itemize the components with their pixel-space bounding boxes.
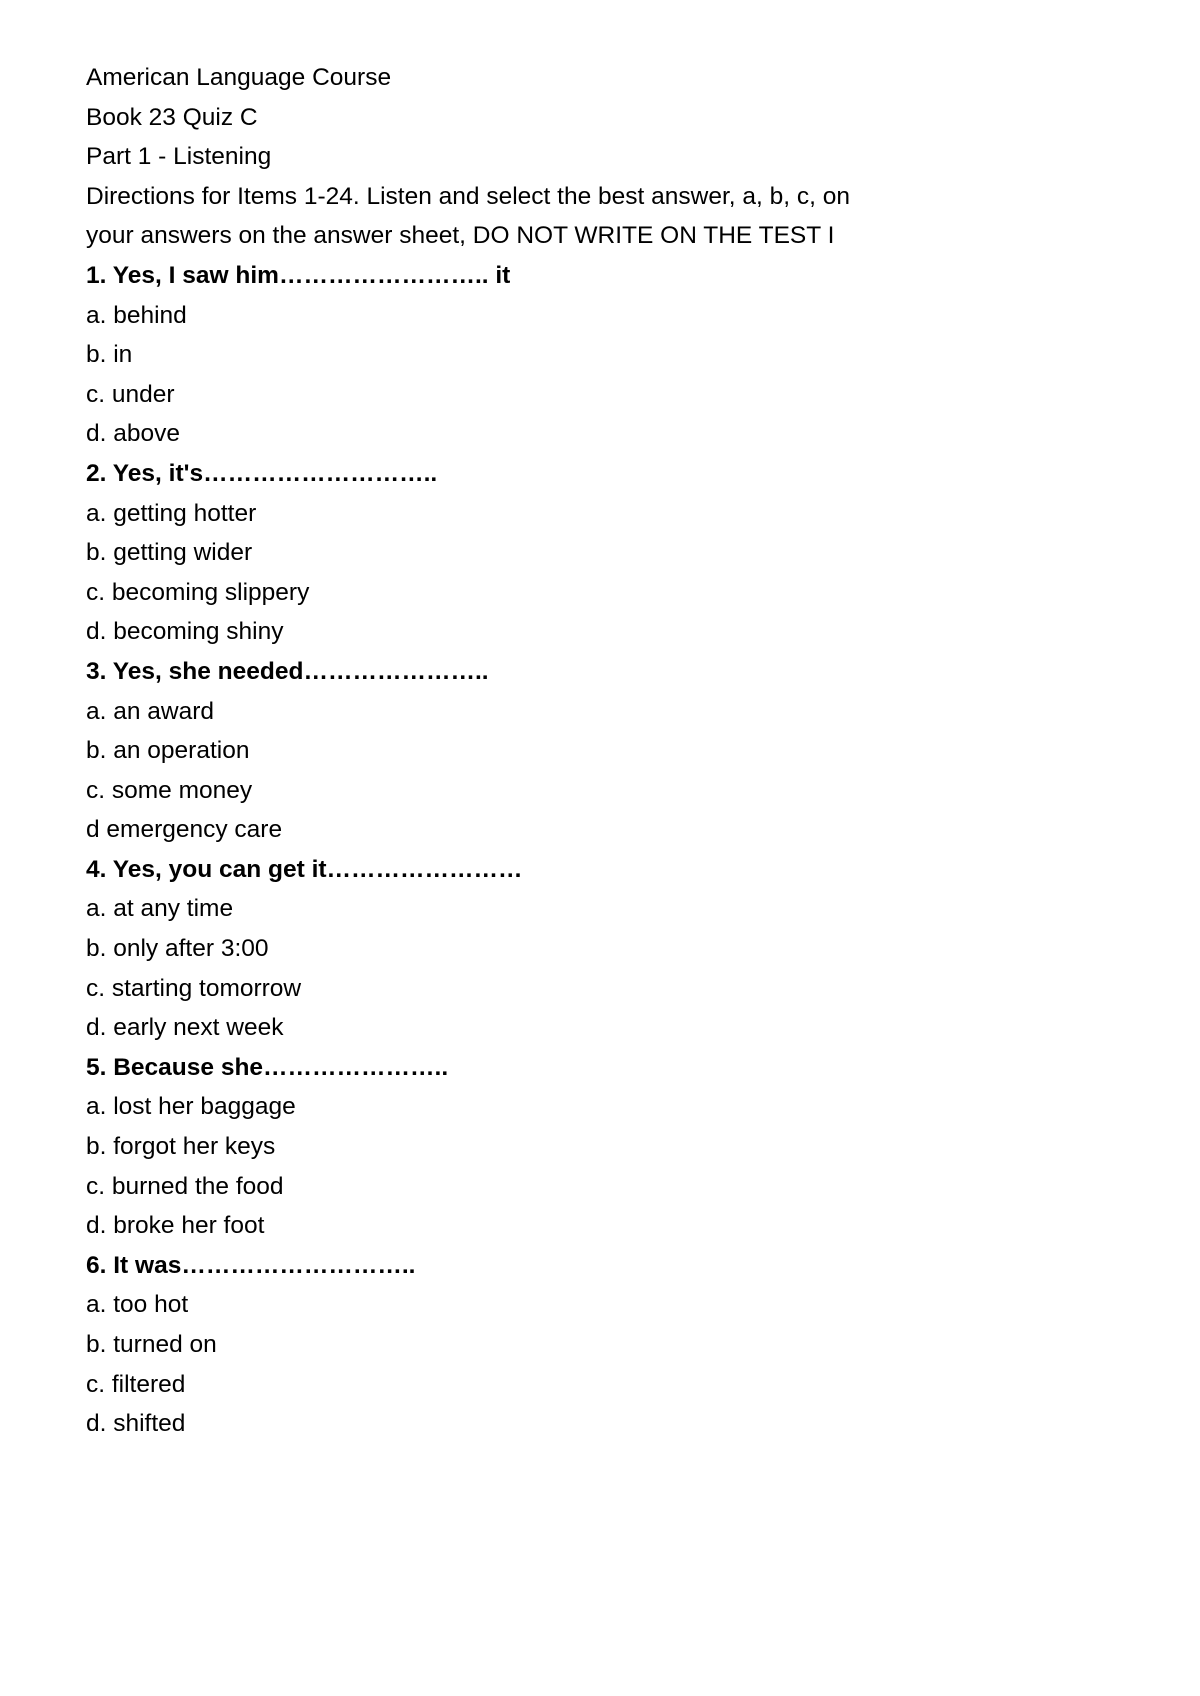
answer-option: c. some money bbox=[86, 776, 253, 804]
directions-line-1: Directions for Items 1-24. Listen and select the best answer, a, b, c, on bbox=[86, 182, 850, 210]
answer-option: b. forgot her keys bbox=[86, 1133, 276, 1161]
answer-option: c. under bbox=[86, 380, 175, 408]
answer-option: a. lost her baggage bbox=[86, 1093, 296, 1121]
question-1 bbox=[86, 256, 1146, 454]
answer-option: d emergency care bbox=[86, 816, 283, 844]
question-4 bbox=[86, 850, 1146, 1048]
answer-option: d. broke her foot bbox=[86, 1212, 265, 1240]
answer-option: c. becoming slippery bbox=[86, 578, 310, 606]
answer-option: d. above bbox=[86, 420, 180, 448]
answer-option: b. only after 3:00 bbox=[86, 935, 269, 963]
answer-option: b. an operation bbox=[86, 737, 250, 765]
answer-option: b. in bbox=[86, 341, 133, 369]
answer-option: d. early next week bbox=[86, 1014, 284, 1042]
answer-option: d. becoming shiny bbox=[86, 618, 284, 646]
quiz-page bbox=[86, 58, 1146, 1444]
answer-option: a. behind bbox=[86, 301, 187, 329]
question-5 bbox=[86, 1048, 1146, 1246]
answer-option: a. getting hotter bbox=[86, 499, 257, 527]
answer-option: b. getting wider bbox=[86, 539, 253, 567]
answer-option: b. turned on bbox=[86, 1331, 217, 1358]
part-title: Part 1 - Listening bbox=[86, 143, 272, 171]
question-prompt: 2. Yes, it's……………………….. bbox=[86, 459, 438, 487]
question-prompt: 6. It was……………………….. bbox=[86, 1251, 416, 1279]
question-prompt: 1. Yes, I saw him…………………….. it bbox=[86, 261, 511, 289]
question-prompt: 4. Yes, you can get it…………………… bbox=[86, 855, 523, 883]
answer-option: a. too hot bbox=[86, 1291, 189, 1319]
directions-line-2: your answers on the answer sheet, DO NOT WRITE ON THE TEST I bbox=[86, 222, 835, 250]
question-3 bbox=[86, 652, 1146, 850]
question-2 bbox=[86, 454, 1146, 652]
question-6 bbox=[86, 1246, 1146, 1444]
answer-option: d. shifted bbox=[86, 1410, 186, 1438]
course-title: American Language Course bbox=[86, 64, 392, 91]
answer-option: a. an award bbox=[86, 697, 215, 725]
answer-option: a. at any time bbox=[86, 895, 234, 923]
answer-option: c. starting tomorrow bbox=[86, 974, 302, 1002]
question-prompt: 3. Yes, she needed………………….. bbox=[86, 657, 489, 685]
question-prompt: 5. Because she………………….. bbox=[86, 1053, 449, 1081]
answer-option: c. filtered bbox=[86, 1370, 186, 1398]
answer-option: c. burned the food bbox=[86, 1172, 284, 1200]
quiz-title: Book 23 Quiz C bbox=[86, 103, 258, 131]
